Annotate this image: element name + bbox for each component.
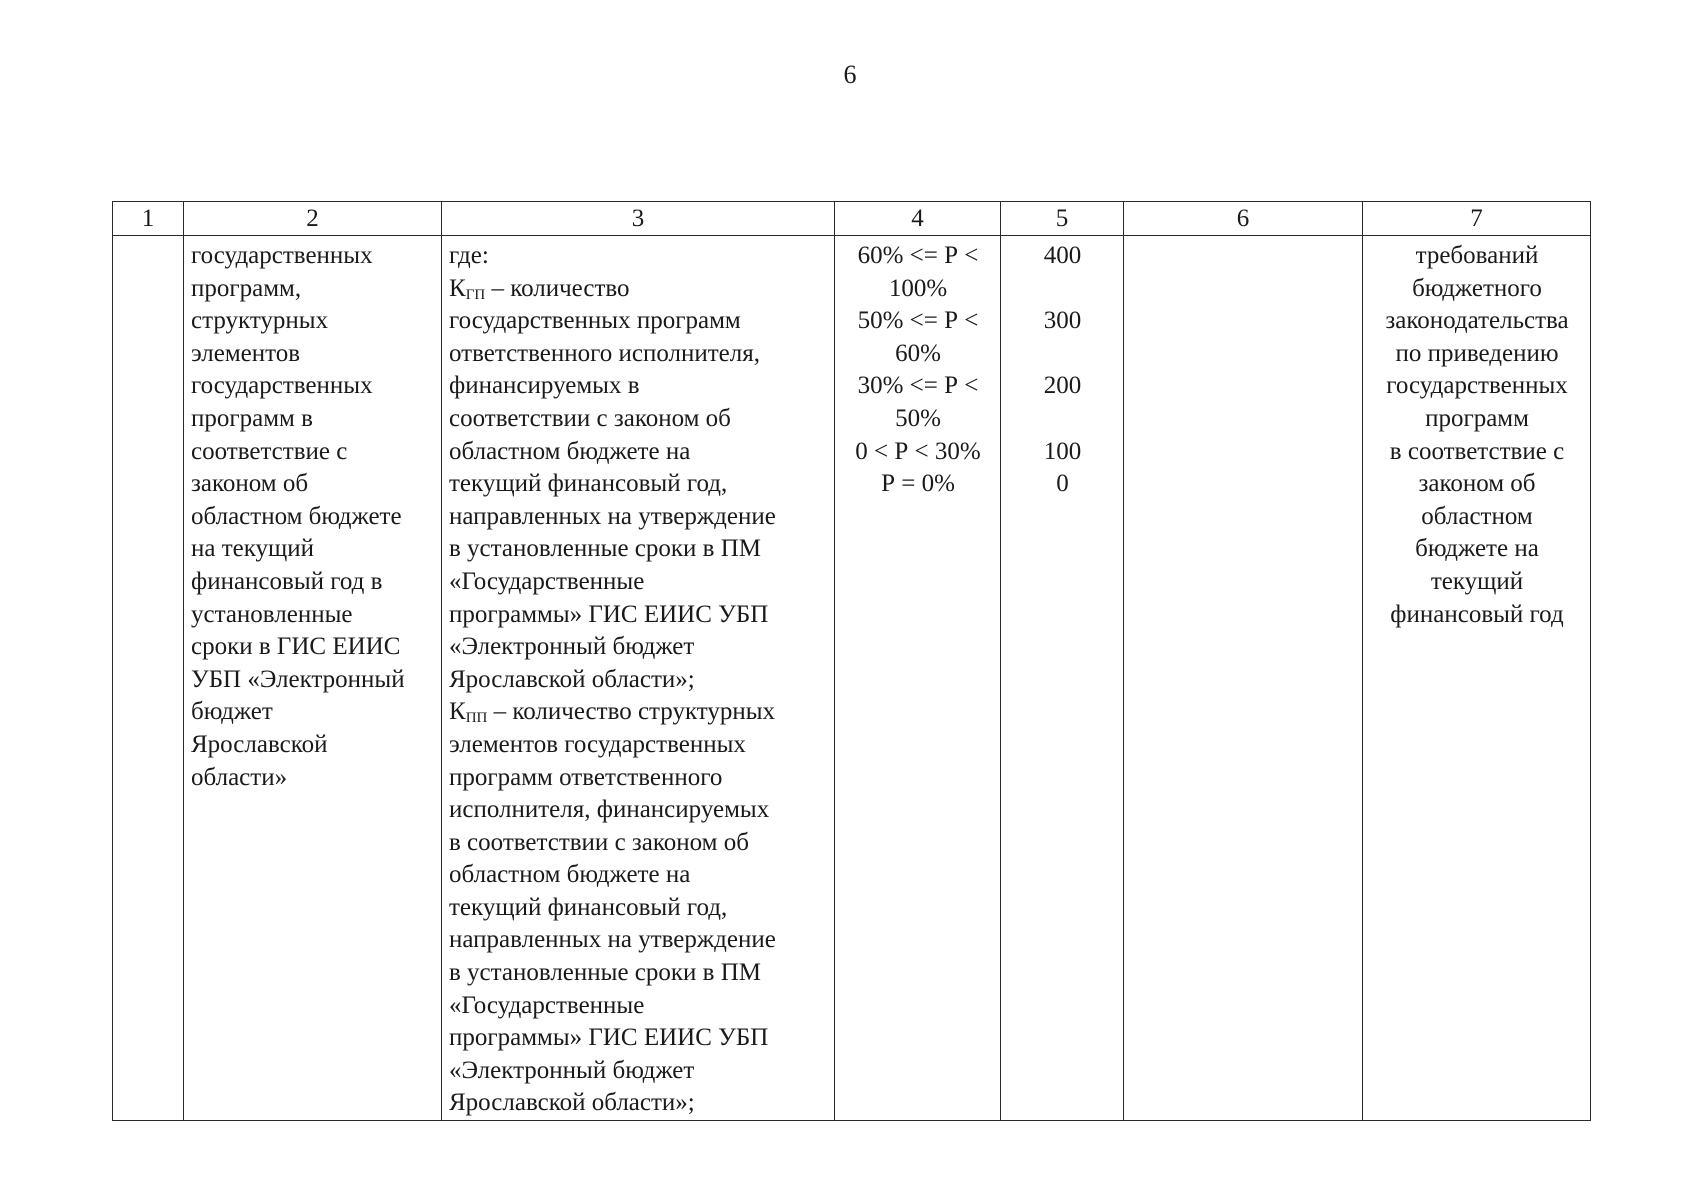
table-row (113, 236, 1591, 1121)
cell-col6 (1124, 236, 1363, 1121)
page-number: 6 (843, 60, 857, 89)
column-header: 2 (184, 202, 442, 236)
column-header: 7 (1363, 202, 1591, 236)
cell-formula-description: где: $К_{ГП}$ – количество государственных программ ответственного исполнителя, финансируемых в соответствии с законом об областном бюджете на текущий финансовый год, направленных на утверждение в установленные сроки в ПМ «Государственные программы» ГИС ЕИИС УБП «Электронный бюджет Ярославской области»; $К_{ПП}$ – количество структурных элементов государственных программ ответственного исполнителя, финансируемых в соответствии с законом об областном бюджете на текущий финансовый год, направленных на утверждение в установленные сроки в ПМ «Государственные программы» ГИС ЕИИС УБП «Электронный бюджет Ярославской области»; (442, 236, 835, 1121)
cell-col1 (113, 236, 184, 1121)
indicator-table (112, 201, 1591, 1121)
column-header: 5 (1001, 202, 1124, 236)
table-header-row (113, 202, 1591, 236)
column-header: 1 (113, 202, 184, 236)
cell-value-ranges: 60% <= Р < 100% 50% <= Р < 60% 30% <= Р < 50% 0 < Р < 30% Р = 0% (835, 236, 1001, 1121)
column-header: 6 (1124, 202, 1363, 236)
cell-requirements: требований бюджетного законодательства по приведению государственных программ в соответствие с законом об областном бюджете на текущий финансовый год (1363, 236, 1591, 1121)
column-header: 4 (835, 202, 1001, 236)
column-header: 3 (442, 202, 835, 236)
cell-scores: 400 300 200 100 0 (1001, 236, 1124, 1121)
cell-indicator-name: государственных программ, структурных элементов государственных программ в соответствие с законом об областном бюджете на текущий финансовый год в установленные сроки в ГИС ЕИИС УБП «Электронный бюджет Ярославской области» (184, 236, 442, 1121)
